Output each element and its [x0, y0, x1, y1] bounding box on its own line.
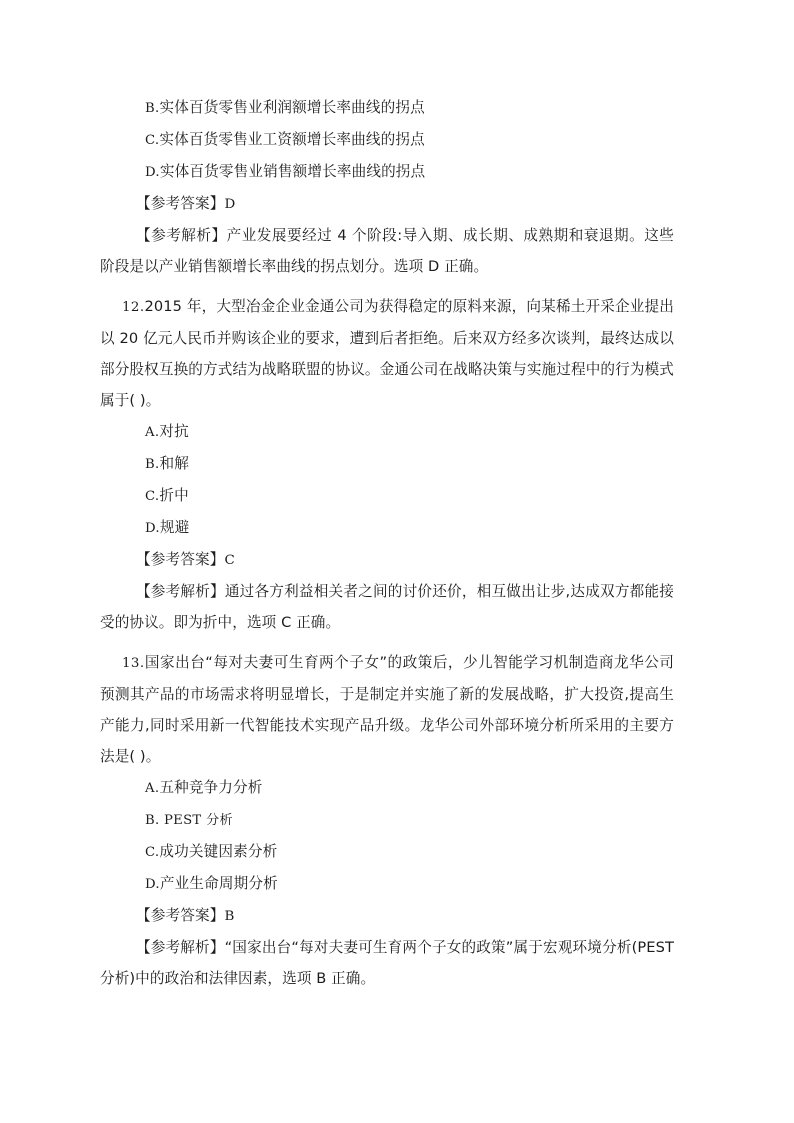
option-item [100, 480, 674, 512]
option-marker: A. [145, 425, 160, 440]
option-marker: B. [145, 813, 160, 828]
option-marker: C. [145, 489, 160, 504]
answer-label: 【参考答案】 [136, 551, 225, 568]
option-item [100, 156, 674, 188]
option-marker: C. [145, 845, 160, 860]
document-body [100, 92, 674, 994]
question-text: 2015 年，大型冶金企业金通公司为获得稳定的原料来源，向某稀土开采企业提出以 20 亿元人民币并购该企业的要求，遭到后者拒绝。后来双方经多次谈判，最终达成以部分股权互换的方式结为战略联盟的协议。金通公司在战略决策与实施过程中的行为模式属于( )。 [100, 298, 674, 409]
option-marker: B. [145, 457, 160, 472]
analysis-label: 【参考解析】 [136, 227, 227, 244]
analysis-label: 【参考解析】 [136, 583, 225, 600]
option-marker: B. [145, 101, 160, 116]
option-text: 折中 [159, 487, 189, 504]
answer-label: 【参考答案】 [136, 907, 225, 924]
answer-line [100, 188, 674, 220]
option-text: 规避 [159, 519, 190, 536]
analysis-text: “国家出台“每对夫妻可生育两个子女的政策”属于宏观环境分析(PEST 分析)中的政治和法律因素，选项 B 正确。 [100, 939, 674, 987]
option-text: 实体百货零售业工资额增长率曲线的拐点 [159, 131, 425, 148]
option-item [100, 836, 674, 868]
option-item [100, 92, 674, 124]
option-item [100, 512, 674, 544]
option-text: PEST 分析 [159, 813, 233, 828]
analysis-label: 【参考解析】 [136, 939, 225, 956]
answer-value: D [224, 197, 236, 212]
analysis-paragraph [100, 220, 674, 282]
option-marker: C. [145, 133, 160, 148]
analysis-paragraph [100, 576, 674, 638]
analysis-text: 产业发展要经过 4 个阶段:导入期、成长期、成熟期和衰退期。这些阶段是以产业销售额增长率曲线的拐点划分。选项 D 正确。 [100, 227, 674, 275]
option-item [100, 772, 674, 804]
option-item [100, 448, 674, 480]
answer-value: C [224, 553, 236, 568]
question-paragraph [100, 647, 674, 772]
option-item [100, 416, 674, 448]
analysis-text: 通过各方利益相关者之间的讨价还价，相互做出让步,达成双方都能接受的协议。即为折中，选项 C 正确。 [100, 583, 674, 631]
question-paragraph [100, 291, 674, 416]
option-text: 和解 [159, 455, 189, 472]
question-number: 12. [122, 300, 145, 315]
answer-label: 【参考答案】 [136, 195, 225, 212]
option-text: 五种竞争力分析 [159, 779, 263, 796]
option-text: 实体百货零售业销售额增长率曲线的拐点 [159, 163, 426, 180]
option-marker: D. [145, 521, 160, 536]
option-marker: A. [145, 781, 160, 796]
option-marker: D. [145, 165, 160, 180]
option-item [100, 124, 674, 156]
option-item [100, 804, 674, 836]
option-text: 实体百货零售业利润额增长率曲线的拐点 [159, 99, 425, 116]
option-text: 成功关键因素分析 [159, 843, 278, 860]
option-marker: D. [145, 877, 160, 892]
option-item [100, 868, 674, 900]
answer-value: B [224, 909, 235, 924]
option-text: 产业生命周期分析 [159, 875, 278, 892]
question-number: 13. [122, 656, 145, 671]
answer-line [100, 544, 674, 576]
option-text: 对抗 [159, 423, 189, 440]
analysis-paragraph [100, 932, 674, 994]
question-text: 国家出台“每对夫妻可生育两个子女”的政策后，少儿智能学习机制造商龙华公司预测其产品的市场需求将明显增长，于是制定并实施了新的发展战略，扩大投资,提高生产能力,同时采用新一代智能技术实现产品升级。龙华公司外部环境分析所采用的主要方法是( )。 [100, 654, 674, 765]
answer-line [100, 900, 674, 932]
